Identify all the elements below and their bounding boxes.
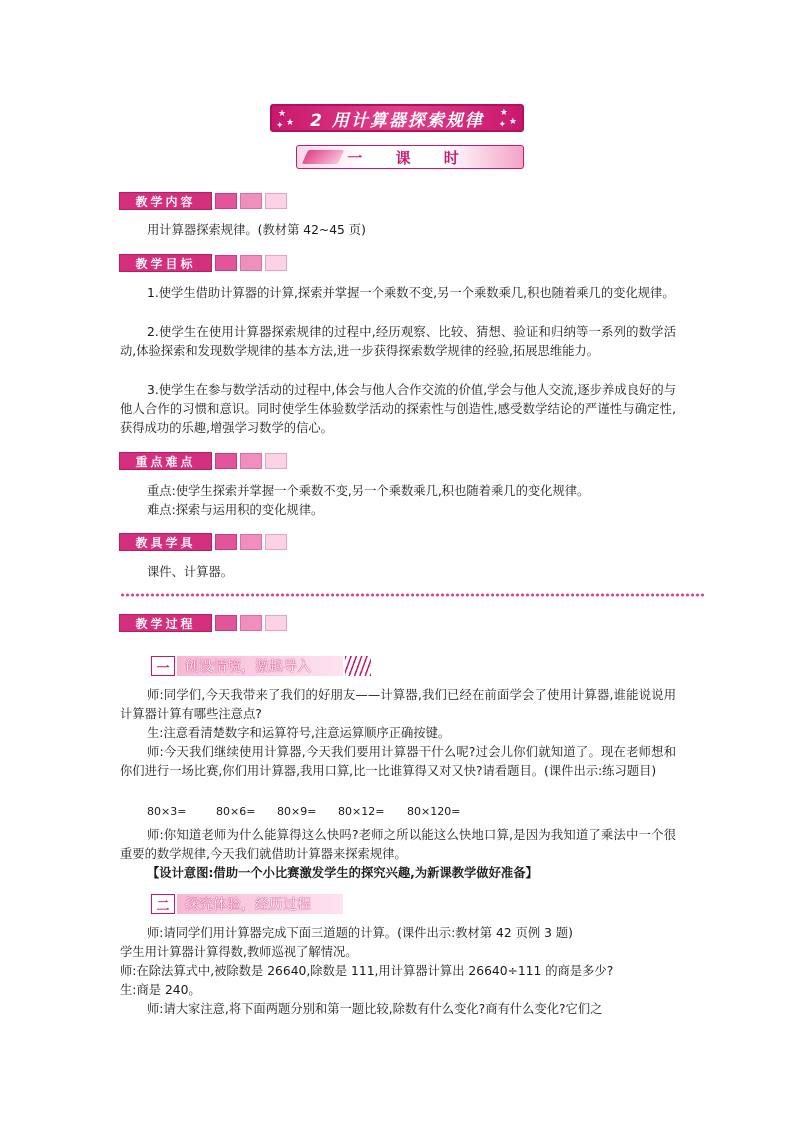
content-text: 用计算器探索规律。(教材第 42~45 页): [147, 223, 366, 237]
dialogue-line: 师:在除法算式中,被除数是 26640,除数是 111,用计算器计算出 26640÷111 的商是多少?: [120, 964, 614, 978]
formula-item: 80×12=: [338, 805, 385, 818]
goal-item: 3.使学生在参与数学活动的过程中,体会与他人合作交流的价值,学会与他人交流,逐步养成良好的与他人合作的习惯和意识。同时使学生体验数学活动的探索性与创造性,感受数学结论的严谨性与确定性,获得成功的乐趣,增强学习数学的信心。: [120, 383, 676, 435]
section-label: 教学内容: [119, 192, 212, 210]
section-label: 教学过程: [119, 614, 212, 632]
hatch-decoration: [345, 656, 371, 676]
dialogue-paragraph: 师:同学们,今天我带来了我们的好朋友——计算器,我们已经在前面学会了使用计算器,谁能说说用计算器计算有哪些注意点?: [120, 688, 676, 721]
star-icon: ✦: [498, 120, 506, 130]
star-icon: ★: [508, 117, 517, 127]
decor-square: [215, 453, 237, 469]
lesson-title: 2 用计算器探索规律: [310, 110, 484, 131]
swoosh-decoration: [302, 150, 345, 164]
decor-square: [215, 255, 237, 271]
star-icon: ★: [499, 108, 508, 118]
decor-square: [240, 453, 262, 469]
difficulty-text: 难点:探索与运用积的变化规律。: [147, 503, 324, 517]
section-header-content: [119, 192, 287, 210]
step-title: 探究体验，经历过程: [177, 894, 343, 914]
design-intent: 【设计意图:借助一个小比赛激发学生的探究兴趣,为新课教学做好准备】: [147, 866, 538, 880]
step-header-1: [151, 655, 371, 677]
section-header-keypoints: [119, 452, 287, 470]
decor-square: [215, 193, 237, 209]
section-label: 教具学具: [119, 533, 212, 551]
formula-item: 80×9=: [277, 805, 317, 818]
star-icon: ★: [278, 109, 287, 119]
period-banner: [296, 145, 524, 169]
decor-square: [240, 534, 262, 550]
dialogue-paragraph: 生:注意看清楚数字和运算符号,注意运算顺序正确按键。: [147, 726, 451, 740]
step-header-2: [151, 893, 345, 915]
period-label: 一 课 时: [347, 148, 473, 167]
decor-square: [215, 615, 237, 631]
step-title: 创设情境，激趣导入: [177, 656, 343, 676]
decor-square: [240, 255, 262, 271]
star-icon: ★: [286, 118, 295, 128]
goal-item: 2.使学生在使用计算器探索规律的过程中,经历观察、比较、猜想、验证和归纳等一系列的数学活动,体验探索和发现数学规律的基本方法,进一步获得探索数学规律的经验,拓展思维能力。: [120, 325, 676, 358]
decor-square: [265, 193, 287, 209]
dialogue-paragraph: 师:今天我们继续使用计算器,今天我们要用计算器干什么呢?过会儿你们就知道了。现在老师想和你们进行一场比赛,你们用计算器,我用口算,比一比谁算得又对又快?请看题目。(课件出示:练习题目): [120, 745, 676, 778]
decor-square: [240, 615, 262, 631]
decor-square: [265, 255, 287, 271]
lesson-title-banner: [270, 104, 524, 132]
decor-square: [215, 534, 237, 550]
section-header-process: [119, 614, 287, 632]
dialogue-line: 师:请同学们用计算器完成下面三道题的计算。(课件出示:教材第 42 页例 3 题): [147, 926, 573, 940]
decor-square: [240, 193, 262, 209]
star-icon: ✦: [276, 121, 284, 131]
formula-item: 80×120=: [407, 805, 461, 818]
dialogue-line: 师:请大家注意,将下面两题分别和第一题比较,除数有什么变化?商有什么变化?它们之: [147, 1002, 603, 1016]
dialogue-line: 学生用计算器计算得数,教师巡视了解情况。: [120, 945, 358, 959]
decor-square: [265, 534, 287, 550]
step-number: 二: [151, 894, 175, 914]
tools-text: 课件、计算器。: [147, 565, 234, 579]
section-label: 重点难点: [119, 452, 212, 470]
section-header-goals: [119, 254, 287, 272]
keypoint-text: 重点:使学生探索并掌握一个乘数不变,另一个乘数乘几,积也随着乘几的变化规律。: [147, 484, 590, 498]
section-header-tools: [119, 533, 287, 551]
dialogue-line: 生:商是 240。: [120, 983, 201, 997]
formula-item: 80×3=: [147, 805, 187, 818]
decor-square: [265, 453, 287, 469]
decor-square: [265, 615, 287, 631]
formula-item: 80×6=: [216, 805, 256, 818]
goal-item: 1.使学生借助计算器的计算,探索并掌握一个乘数不变,另一个乘数乘几,积也随着乘几的变化规律。: [147, 286, 675, 300]
section-label: 教学目标: [119, 254, 212, 272]
step-number: 一: [151, 656, 175, 676]
dotted-divider: [120, 592, 706, 598]
dialogue-paragraph: 师:你知道老师为什么能算得这么快吗?老师之所以能这么快地口算,是因为我知道了乘法中一个很重要的数学规律,今天我们就借助计算器来探索规律。: [120, 828, 676, 861]
